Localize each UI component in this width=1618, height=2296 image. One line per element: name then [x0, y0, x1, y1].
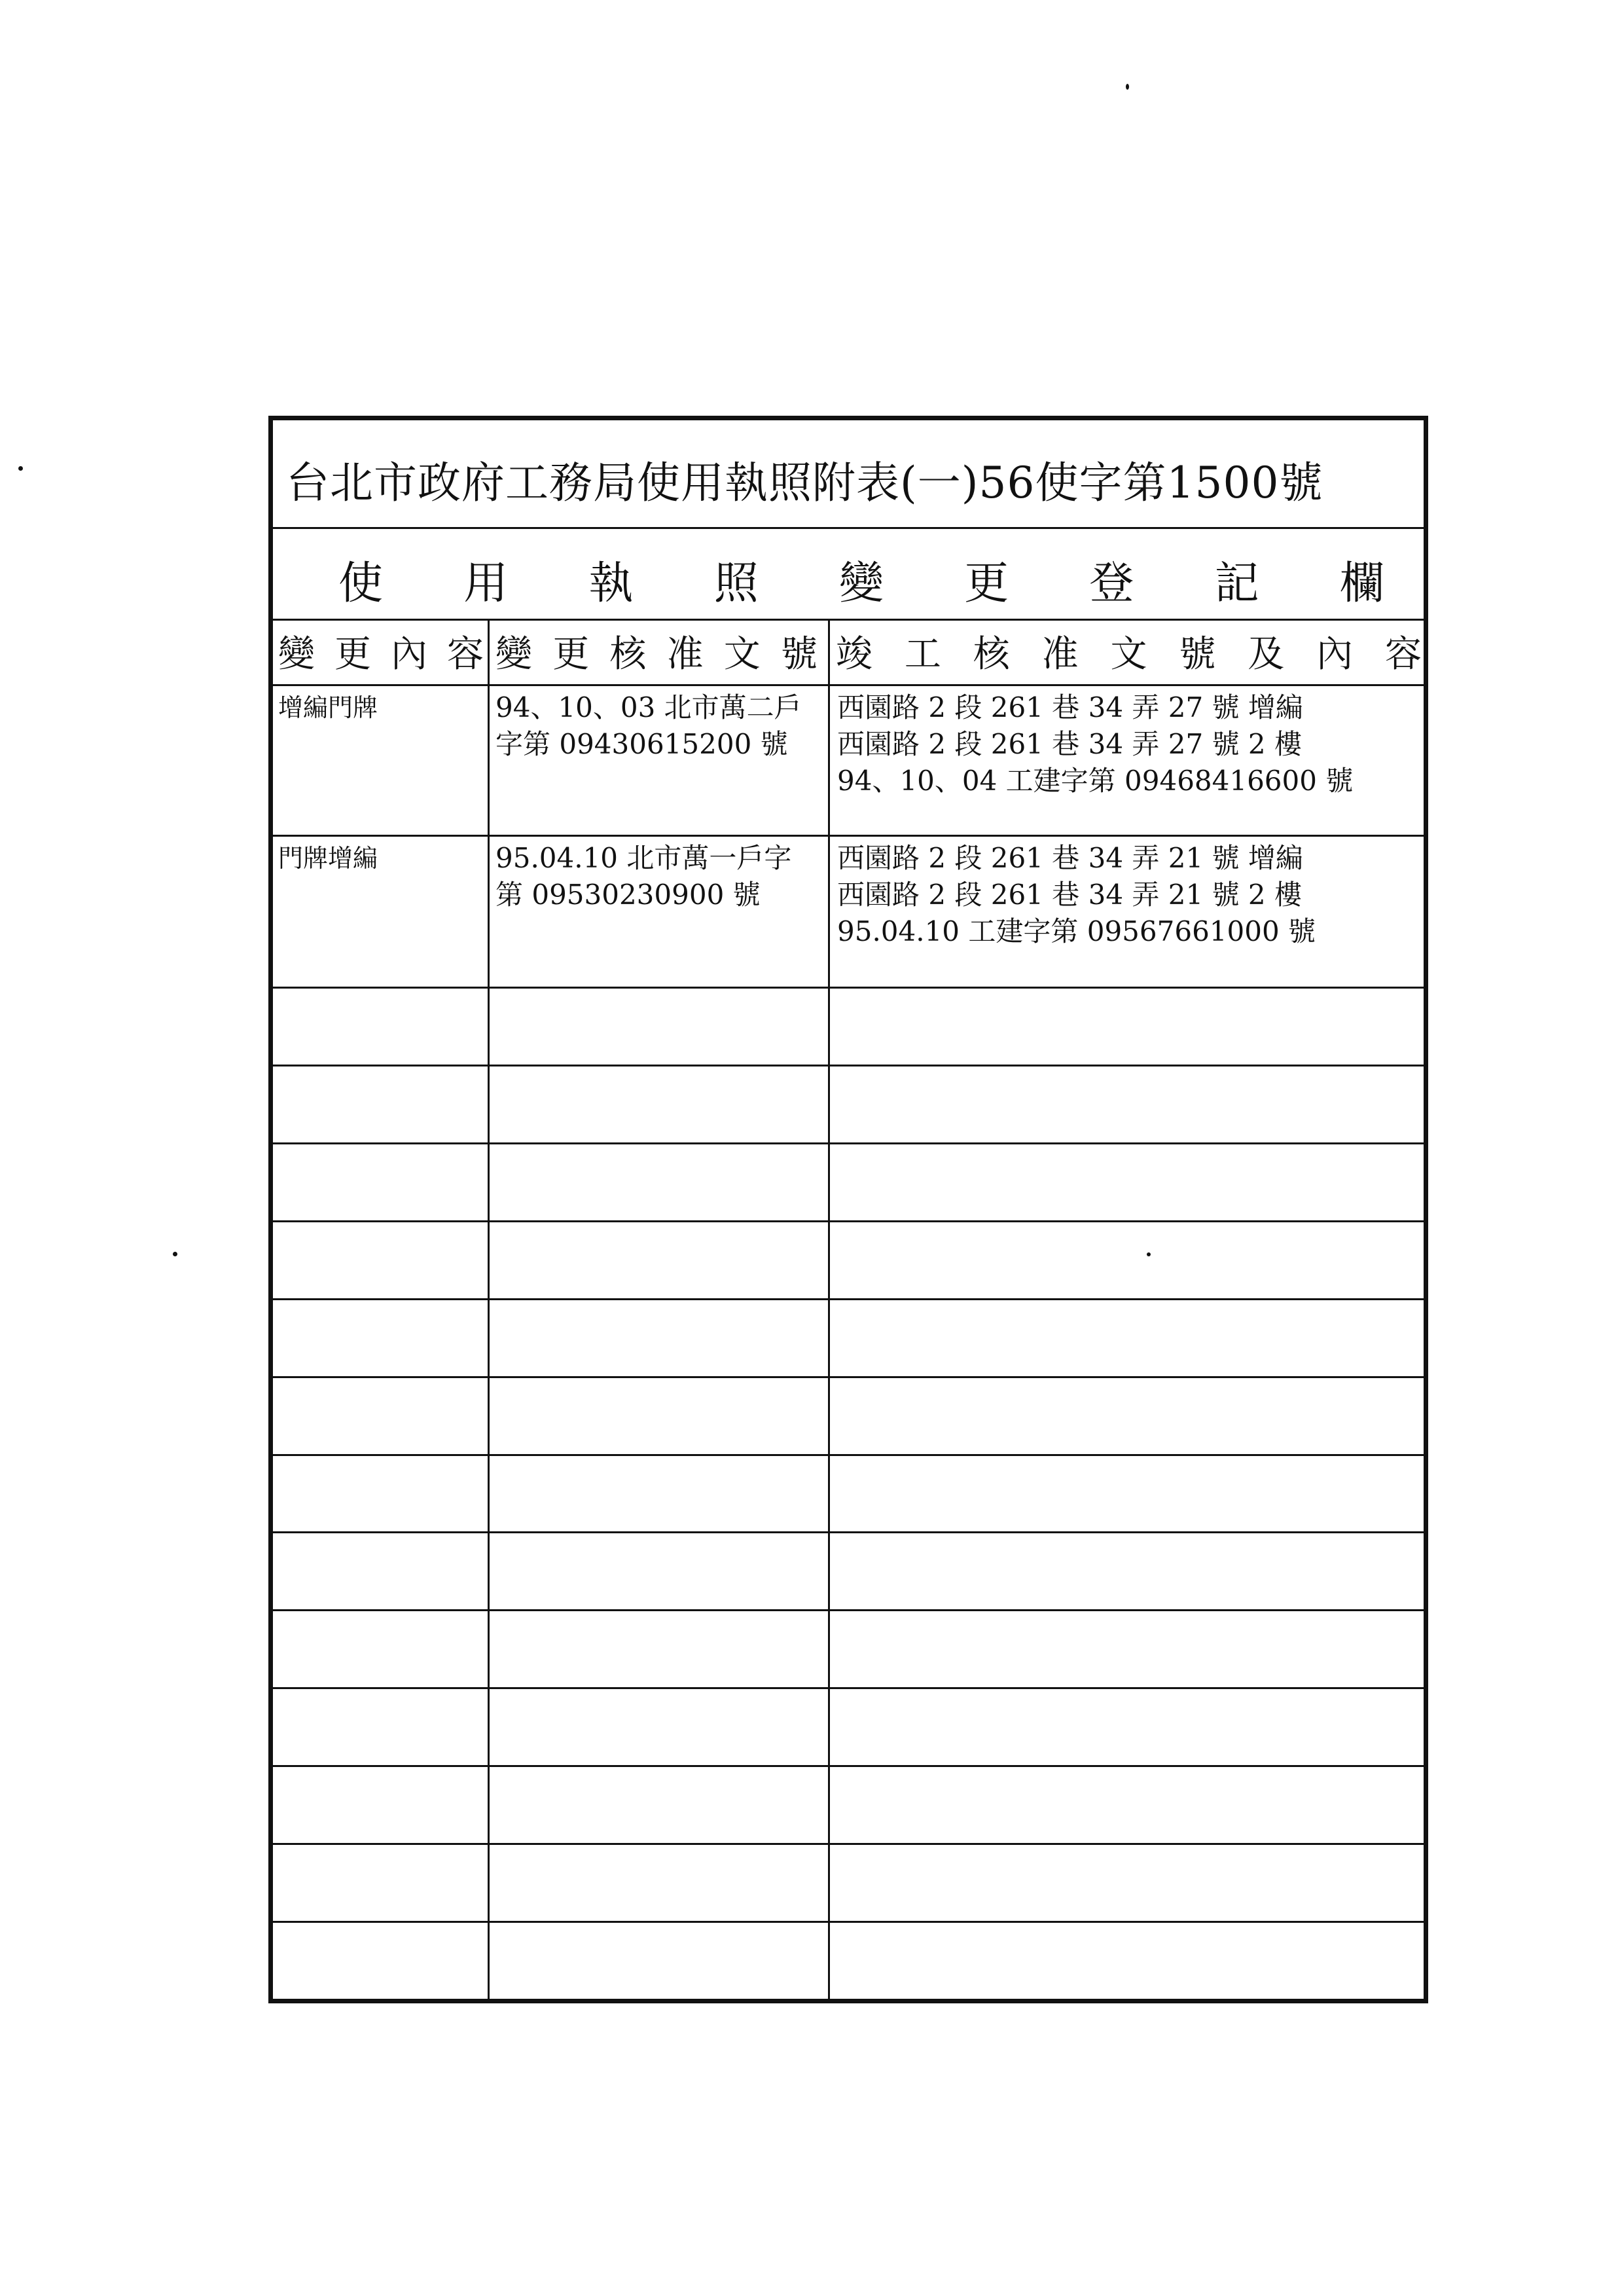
empty-table-row — [273, 1220, 1424, 1300]
scan-mark — [1147, 1252, 1151, 1256]
column-divider — [488, 619, 490, 1999]
completion-approval-cell — [837, 840, 1316, 950]
cell-line: 95.04.10 北市萬一戶字 — [495, 842, 792, 874]
subtitle-char: 更 — [964, 558, 1009, 610]
empty-table-row — [273, 1921, 1424, 1999]
subtitle-char: 記 — [1214, 558, 1259, 610]
form-subtitle — [338, 548, 1384, 611]
cell-line: 西園路 2 段 261 巷 34 弄 27 號 增編 — [837, 691, 1303, 723]
header-char: 變 — [278, 633, 315, 676]
subtitle-char: 用 — [463, 558, 509, 610]
cell-line: 94、10、04 工建字第 09468416600 號 — [837, 765, 1354, 797]
completion-approval-cell — [837, 689, 1353, 799]
cell-line: 95.04.10 工建字第 09567661000 號 — [837, 915, 1316, 947]
header-char: 核 — [973, 633, 1010, 676]
scan-mark — [173, 1252, 177, 1256]
cell-line: 西園路 2 段 261 巷 34 弄 21 號 增編 — [837, 842, 1303, 874]
change-approval-no-cell — [495, 689, 802, 763]
empty-table-row — [273, 1142, 1424, 1222]
change-approval-no-cell — [495, 840, 791, 913]
cell-line: 西園路 2 段 261 巷 34 弄 21 號 2 樓 — [837, 879, 1303, 911]
empty-table-row — [273, 1531, 1424, 1611]
column-divider — [828, 619, 830, 1999]
subtitle-char: 欄 — [1339, 558, 1384, 610]
scan-mark — [1126, 84, 1129, 90]
cell-line: 94、10、03 北市萬二戶 — [495, 691, 802, 723]
change-registration-form — [268, 416, 1428, 2003]
subtitle-char: 登 — [1089, 558, 1134, 610]
header-char: 工 — [904, 633, 941, 676]
header-char: 准 — [1041, 633, 1079, 676]
header-char: 更 — [552, 633, 590, 676]
header-change-approval-no — [495, 619, 823, 684]
header-char: 容 — [447, 633, 484, 676]
table-row — [273, 835, 1424, 989]
column-header-row — [273, 619, 1424, 686]
empty-table-row — [273, 1065, 1424, 1144]
cell-line: 第 09530230900 號 — [495, 879, 761, 911]
header-char: 竣 — [836, 633, 872, 676]
header-char: 變 — [495, 633, 532, 676]
header-char: 准 — [666, 633, 704, 676]
change-content-cell: 門牌增編 — [278, 844, 378, 873]
empty-table-row — [273, 1376, 1424, 1456]
subtitle-char: 照 — [713, 558, 759, 610]
empty-table-row — [273, 987, 1424, 1066]
header-char: 核 — [609, 633, 647, 676]
empty-table-row — [273, 1687, 1424, 1767]
table-row — [273, 684, 1424, 837]
header-char: 號 — [1179, 633, 1216, 676]
header-char: 及 — [1248, 633, 1285, 676]
empty-table-row — [273, 1298, 1424, 1378]
header-char: 號 — [780, 633, 818, 676]
empty-table-row — [273, 1843, 1424, 1923]
subtitle-row — [273, 527, 1424, 621]
change-content-cell: 增編門牌 — [278, 693, 378, 722]
empty-table-row — [273, 1609, 1424, 1689]
header-char: 文 — [1110, 633, 1147, 676]
cell-line: 字第 09430615200 號 — [495, 728, 788, 760]
subtitle-char: 使 — [338, 558, 384, 610]
subtitle-char: 變 — [838, 558, 884, 610]
header-char: 文 — [723, 633, 761, 676]
header-char: 容 — [1385, 633, 1422, 676]
cell-line: 西園路 2 段 261 巷 34 弄 27 號 2 樓 — [837, 728, 1303, 760]
title-row — [273, 420, 1424, 529]
header-change-content — [278, 619, 488, 684]
header-char: 更 — [334, 633, 371, 676]
scan-mark — [18, 466, 23, 471]
header-char: 內 — [1316, 633, 1354, 676]
subtitle-char: 執 — [588, 558, 634, 610]
form-title: 台北市政府工務局使用執照附表(一)56使字第1500號 — [286, 458, 1323, 508]
empty-table-row — [273, 1454, 1424, 1534]
header-char: 內 — [391, 633, 427, 676]
header-completion-approval — [836, 619, 1422, 684]
empty-table-row — [273, 1765, 1424, 1845]
